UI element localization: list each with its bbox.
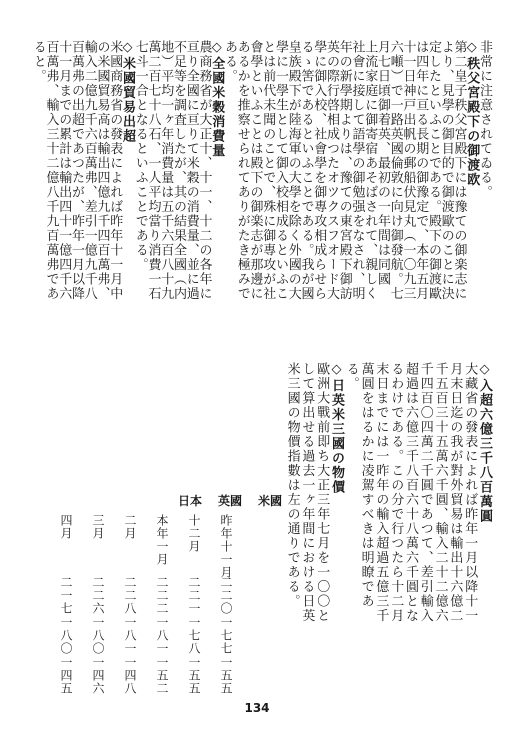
table-cell: 一四五 <box>59 656 73 695</box>
upper-text-column: 月七日頃御着英、最初の一年間は同國 <box>375 40 390 287</box>
table-row-label: 二月 <box>123 514 137 540</box>
upper-text-column: 六噸）で一路英國倫敦に向け御發航。七 <box>387 40 403 301</box>
upper-text-column: 百萬弗の出超であつたが、昨年一月以降 <box>69 40 84 301</box>
table-cell: 二一七 <box>59 576 73 615</box>
upper-text-column: 萬二百七十八石、一人平均當り消費一石 <box>145 40 161 301</box>
upper-text-column: 社會に接して語學の御勉强をなされ、明 <box>349 40 365 301</box>
table-cell: 一八一 <box>123 616 137 655</box>
table-row-label: 昨年十一月 <box>219 514 233 579</box>
table-header-row <box>178 492 298 509</box>
lower-text-column: 萬圓をはるかに凌駕すべきは明瞭であ <box>358 362 374 609</box>
table-cell: 一七八 <box>187 616 201 655</box>
upper-text-column: 非常に注意されてゐる。 <box>477 40 492 200</box>
table-row-label: 本年一月 <box>155 514 169 566</box>
table-header-cell: 英國 <box>218 494 243 508</box>
lower-text-column: る。 <box>343 362 359 391</box>
lower-text-column: 大藏省の發表によれば昨年一月以降十一 <box>462 362 478 623</box>
upper-text-column: あるかを推察せられてありがたき極みで <box>234 40 250 301</box>
lower-text-column: 月末日迄の我が對外貿易は輸出十六億二 <box>447 362 463 623</box>
upper-text-column: 百萬弗、輸入三十二億八千九百萬弗であ <box>43 40 59 301</box>
upper-section-heading: ◇米國貿易出超 <box>120 40 135 144</box>
upper-text-column: 學に一學生として御入校相成るといふこ <box>273 40 288 301</box>
lower-text-column: 千五百三十五萬六千圓、輸入二十二億六 <box>432 362 448 623</box>
upper-text-column: 定したといふことである。殿下の御渡歐 <box>426 40 441 301</box>
upper-text-column: 米國商務省の發表によれば昨年十一月中 <box>107 40 123 301</box>
upper-text-column: は四年に亘る長期の御豫定で、本年五月 <box>413 40 429 301</box>
lower-text-column: 歐洲大戰前即ち大正三年七月を一〇〇と <box>314 362 330 623</box>
upper-text-column: 第二皇子秩父宮殿下には豫ての御楽志に <box>451 40 467 301</box>
table-cell: 二二二 <box>155 576 169 615</box>
upper-text-column: 上流家庭に御寄宿あそばされて、親しく <box>362 40 378 301</box>
upper-text-column: とは前代未聞のことで、殊に御專攻が社 <box>260 40 276 301</box>
price-index-table <box>30 490 283 695</box>
lower-text-column: 末日までには一昨年の輸入超過五億三千 <box>373 362 389 623</box>
upper-section-heading: ◇全國米穀消費量 <box>209 40 225 158</box>
lower-section-heading: ◇日英米三國の物價 <box>329 362 344 495</box>
lower-text-column: 千四百〇四萬二千圓であつて、差引輸入 <box>417 362 433 623</box>
table-header-cell: 米國 <box>258 494 283 508</box>
upper-text-column: 學に御入校、社會學を御專攻相成らせら <box>311 40 327 301</box>
upper-text-column: 不足等を調査したが、其の結果全國（内 <box>171 40 186 301</box>
table-header-cell: 日本 <box>178 494 203 508</box>
upper-text-column: ると。 <box>30 40 46 84</box>
upper-text-column: の米國貿易高は輸出四億九千四百萬弗、 <box>94 40 110 301</box>
lower-text-column: して算出せる過去一ヶ年間における日英 <box>299 362 315 623</box>
upper-text-column: 年の新學期よりは、豫ての東宮殿下御訪 <box>336 40 352 301</box>
lower-text-column: るわけである。この分で行つたら十二月 <box>388 362 404 623</box>
upper-text-column: 十一月までの累計は輸出四十一億四千六 <box>56 40 72 301</box>
table-cell: 一五五 <box>219 656 233 695</box>
upper-text-column: 英の際行啓相成つたオツクスフオード大 <box>324 40 339 301</box>
table-cell: 一五五 <box>187 656 201 695</box>
table-cell: 一四八 <box>123 656 137 695</box>
table-cell: 一四六 <box>91 656 105 695</box>
upper-text-column: 亘り全國に亘りて米穀の消費量、並に過 <box>183 40 199 301</box>
upper-text-column: 七斗一合となるといふことである。 <box>132 40 148 272</box>
upper-section-heading: ◇秩父宮殿下の御渡欧 <box>464 40 480 187</box>
upper-text-column: 地）平均一ヶ年消費量は五千六百八十九 <box>158 40 174 301</box>
upper-text-column: 輸入二億九千六百萬弗、差引一億九千八 <box>81 40 97 301</box>
table-cell: 一八一 <box>155 616 169 655</box>
upper-text-column: より、見學の御目的で御渡歐のことに決 <box>438 40 454 301</box>
lower-text-column: 超過は六億三千八百六十八萬六千圓とな <box>403 362 418 623</box>
upper-text-column: ある。 <box>222 40 237 84</box>
table-cell: 二二八 <box>123 576 137 615</box>
table-cell: 一八〇 <box>91 616 105 655</box>
table-row-label: 四月 <box>59 514 73 540</box>
table-cell: 二二六 <box>91 576 105 615</box>
upper-text-column: 十一日神戸出帆の郵船伏見丸（一〇九三 <box>400 40 416 301</box>
table-cell: 二二〇 <box>219 576 233 615</box>
lower-section-heading: ◇入超六億三千八百萬圓 <box>477 362 492 524</box>
table-cell: 一八〇 <box>59 616 73 655</box>
lower-text-column: 米三國の物價指數は左の通りである。 <box>284 362 300 609</box>
upper-text-column: 農商務省が大正十、十一、十二の各年に <box>196 40 212 301</box>
table-cell: 二二一 <box>187 576 201 615</box>
table-cell: 一七七 <box>219 616 233 655</box>
table-cell: 一五二 <box>155 656 169 695</box>
table-row-label: 十二月 <box>187 514 201 553</box>
upper-text-column: 會學といふことは殿下の御楽志が那邊に <box>247 40 263 301</box>
table-row-label: 三月 <box>91 514 105 540</box>
page-number: 134 <box>244 701 270 715</box>
upper-text-column: 皇族殿下が陸海軍の大學を除く外國の大 <box>285 40 301 301</box>
upper-text-column: るゝ筈であるといふことである。我が國 <box>298 40 314 301</box>
